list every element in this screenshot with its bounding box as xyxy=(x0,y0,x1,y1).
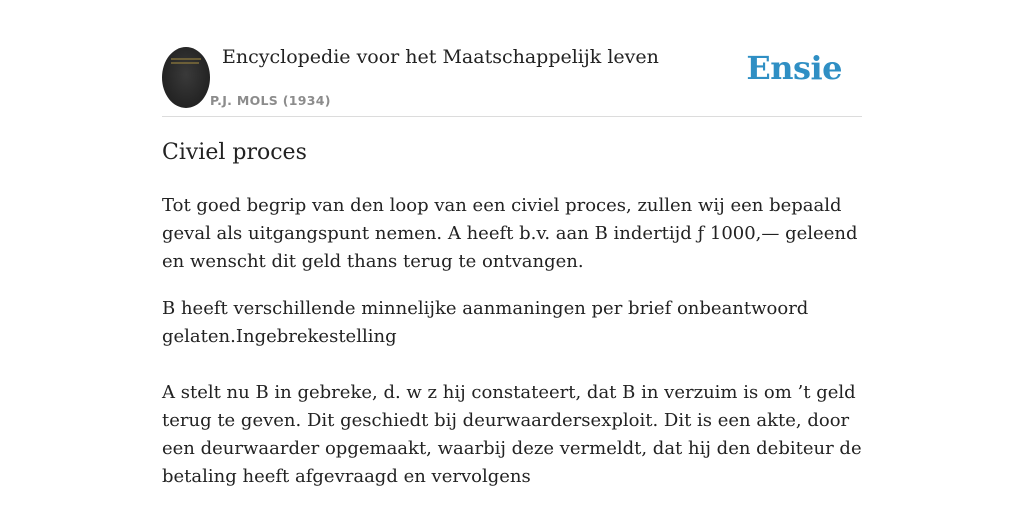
header xyxy=(162,40,862,117)
article-paragraph: B heeft verschillende minnelijke aanmaningen per brief onbeantwoord gelaten.Ingebrekestelling xyxy=(162,298,809,347)
cover-title-line xyxy=(171,62,199,64)
work-title[interactable]: Encyclopedie voor het Maatschappelijk leven xyxy=(222,46,659,68)
article-paragraph: A stelt nu B in gebreke, d. w z hij constateert, dat B in verzuim is om ’t geld terug te geven. Dit geschiedt bij deurwaardersexploit. Dit is een akte, door een deurwaarder opgemaakt, waarbij deze vermeldt, dat hij den debiteur de betaling heeft afgevraagd en vervolgens xyxy=(162,382,862,487)
ensie-logo[interactable]: Ensie xyxy=(746,49,842,87)
work-author: P.J. MOLS (1934) xyxy=(210,93,331,108)
article-paragraph: Tot goed begrip van den loop van een civiel proces, zullen wij een bepaald geval als uitgangspunt nemen. A heeft b.v. aan B indertijd ƒ 1000,— geleend en wenscht dit geld thans terug te ontvangen. xyxy=(162,195,858,272)
book-cover-image[interactable] xyxy=(162,47,210,108)
article-title: Civiel proces xyxy=(162,140,307,165)
cover-title-line xyxy=(171,58,201,60)
